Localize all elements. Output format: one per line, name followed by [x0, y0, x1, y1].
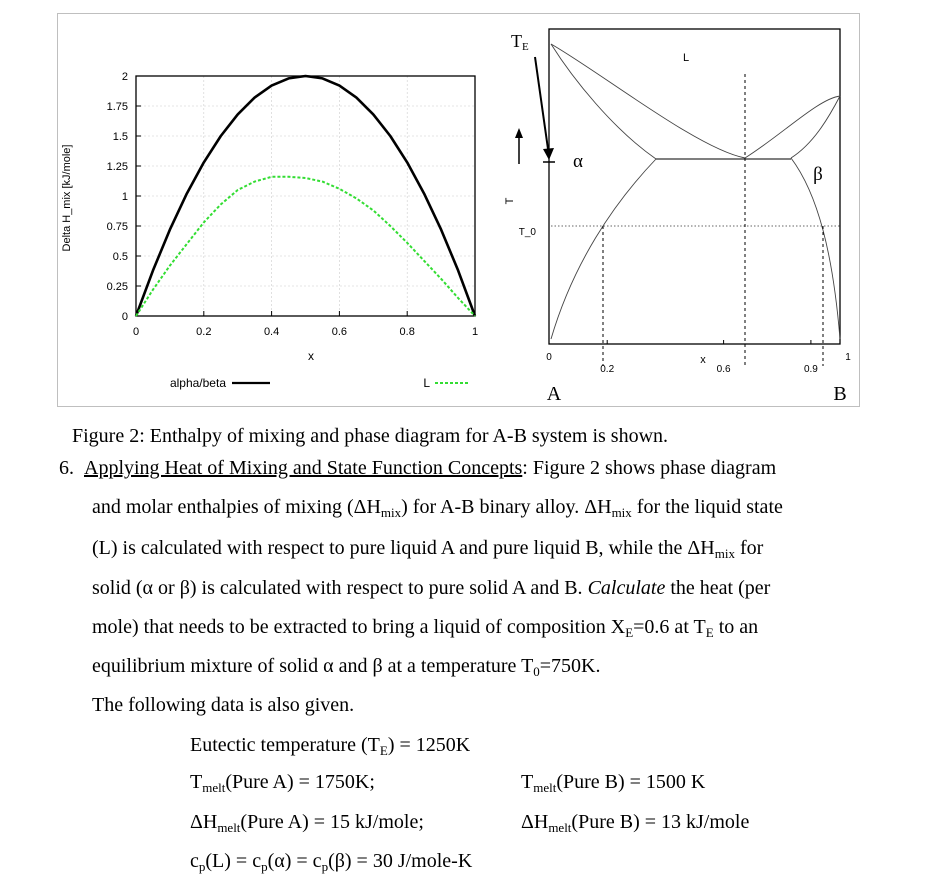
ytick-label: 0.5: [112, 251, 128, 263]
legend-l-label: L: [423, 376, 430, 390]
te-arrow-head: [543, 148, 554, 160]
given-hmelt-b: $\Delta H_{melt}(Pure$ B) = 13 kJ/mole: [521, 811, 750, 835]
xtick-label: 0.8: [399, 326, 415, 338]
given-intro: The following data is also given.: [92, 694, 355, 716]
ytick-label: 2: [121, 71, 128, 83]
phase-xlabel: x: [700, 354, 706, 366]
ytick-label: 0: [121, 311, 128, 323]
phase-xticks: [546, 340, 851, 375]
liquidus-right: [745, 96, 840, 158]
phase-xtick-label: 0.9: [803, 364, 818, 375]
phase-xtick-label: 1: [845, 352, 851, 363]
solidus-beta: [791, 96, 840, 158]
te-label: TE: [511, 31, 529, 53]
liquid-label: L: [682, 52, 690, 64]
problem-line-2: and molar enthalpies of mixing $(\Delta H_{mix})$ for A-B binary alloy. $\Delta H_{mix}$ for the liquid state: [92, 496, 783, 520]
problem-line-3: (L) is calculated with respect to pure liquid A and pure liquid B, while the $\Delta H_{mix}$ for: [92, 537, 764, 561]
ytick-label: 1.5: [112, 131, 128, 143]
phase-xtick-label: 0.6: [716, 364, 731, 375]
ytick-label: 1.75: [106, 101, 128, 113]
mix-chart-xlabel: x: [308, 349, 314, 363]
figure-box: [57, 13, 860, 407]
ytick-label: 0.25: [106, 281, 128, 293]
phase-xtick-label: 0: [546, 352, 552, 363]
liquidus-left: [551, 44, 745, 158]
given-cp: $c_p(L) = c_p(\alpha) = c_p(\beta) = 30$ J/mole-K: [190, 850, 473, 874]
xtick-label: 0: [132, 326, 140, 338]
xtick-label: 0.4: [263, 326, 280, 338]
problem-number: 6.: [59, 457, 74, 479]
xtick-label: 1: [471, 326, 479, 338]
series-liquid-line: [136, 177, 475, 316]
t0-label: T_0: [518, 227, 536, 238]
mix-chart-ylabel: Delta H_mix [kJ/mole]: [61, 144, 73, 252]
solidus-alpha: [551, 44, 656, 159]
problem-heading: Applying Heat of Mixing and State Function Concepts: [84, 457, 523, 479]
problem-line-6: equilibrium mixture of solid α and β at a temperature $T_0=750K$.: [92, 655, 601, 679]
problem-line-1: [59, 456, 776, 480]
given-tmelt-b: $T_{melt}(Pure$ B) = 1500 K: [521, 771, 706, 795]
ytick-label: 1.25: [106, 161, 128, 173]
problem-line-5: mole) that needs to be extracted to bring a liquid of composition $X_E=0.6$ at $T_E$ to an: [92, 616, 759, 640]
mix-chart-xticks: [133, 311, 478, 338]
given-tmelt-a: $T_{melt}(Pure$ A) = 1750K;: [190, 771, 375, 795]
phase-xtick-label: 0.2: [600, 364, 615, 375]
te-arrow-shaft: [535, 57, 548, 149]
given-eutectic: Eutectic temperature $(T_E) = 1250K$: [190, 734, 471, 758]
figure-caption: Figure 2: Enthalpy of mixing and phase diagram for A-B system is shown.: [72, 425, 669, 447]
problem-line-1-text: : Figure 2 shows phase diagram: [522, 457, 777, 479]
problem-line-4: solid (α or β) is calculated with respect to pure solid A and B. Calculate the heat (per: [92, 577, 771, 599]
alpha-label: α: [573, 151, 583, 172]
t-axis-label: T: [504, 197, 516, 205]
xtick-label: 0.2: [196, 326, 212, 338]
legend-alpha-beta-label: alpha/beta: [169, 376, 226, 390]
t-axis-arrow-head: [515, 128, 523, 138]
ytick-label: 1: [121, 191, 128, 203]
beta-label: β: [813, 164, 823, 185]
xtick-label: 0.6: [331, 326, 348, 338]
phase-frame: [549, 29, 840, 344]
given-hmelt-a: $\Delta H_{melt}(Pure$ A) = 15 kJ/mole;: [190, 811, 424, 835]
solvus-beta: [791, 158, 840, 339]
component-a-label: A: [546, 383, 562, 405]
ytick-label: 0.75: [106, 221, 128, 233]
component-b-label: B: [833, 383, 847, 405]
figure-svg: [58, 14, 861, 408]
